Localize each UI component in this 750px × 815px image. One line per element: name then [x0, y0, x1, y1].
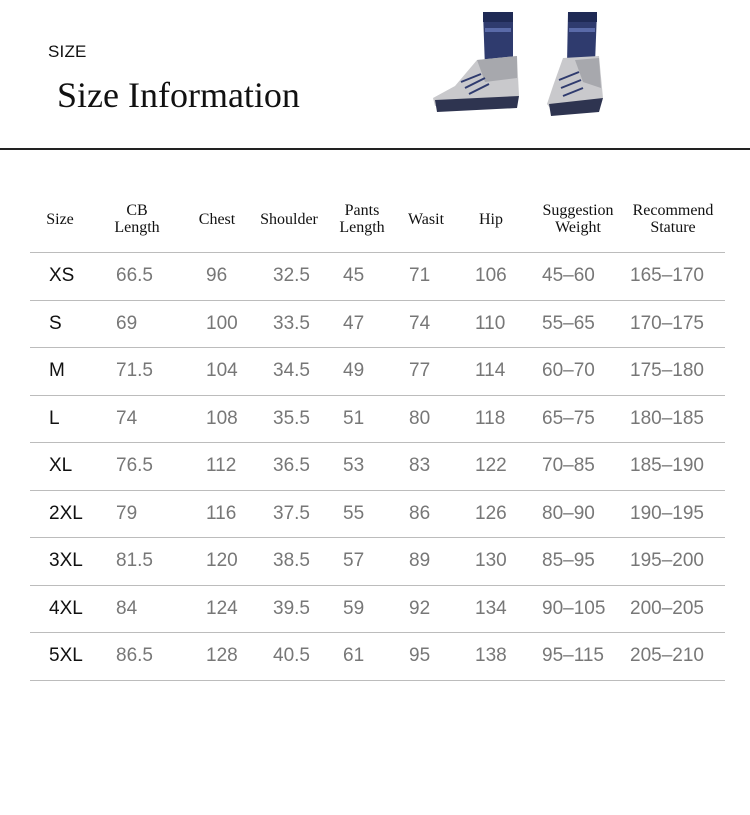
value-cell: 92 [409, 597, 431, 619]
value-cell: 170–175 [630, 312, 704, 334]
column-header-line1: Chest [198, 211, 236, 228]
value-cell: 126 [475, 502, 507, 524]
size-cell: 3XL [49, 550, 83, 571]
table-row [30, 443, 725, 491]
value-cell: 79 [116, 502, 138, 524]
value-cell: 71 [409, 265, 431, 286]
value-cell: 71.5 [116, 360, 153, 381]
value-cell: 77 [409, 360, 431, 381]
value-cell: 112 [206, 455, 237, 476]
table-row [30, 586, 725, 634]
value-cell: 96 [206, 265, 228, 286]
size-cell: L [49, 407, 60, 429]
column-header-line1: Pants [344, 202, 380, 219]
column-header [623, 202, 723, 236]
size-cell: S [49, 312, 62, 334]
value-cell: 118 [475, 407, 506, 429]
value-cell: 47 [343, 312, 365, 334]
column-header-line1: Suggestion [542, 202, 614, 219]
size-cell: M [49, 360, 65, 381]
value-cell: 55 [343, 502, 365, 524]
value-cell: 49 [343, 360, 365, 381]
value-cell: 76.5 [116, 455, 153, 476]
column-header [528, 202, 628, 236]
value-cell: 40.5 [273, 645, 310, 666]
table-row [30, 348, 725, 396]
value-cell: 134 [475, 597, 507, 619]
value-cell: 37.5 [273, 502, 310, 524]
value-cell: 89 [409, 550, 431, 571]
value-cell: 122 [475, 455, 507, 476]
value-cell: 32.5 [273, 265, 310, 286]
value-cell: 130 [475, 550, 507, 571]
table-row [30, 633, 725, 681]
value-cell: 57 [343, 550, 365, 571]
value-cell: 100 [206, 312, 238, 334]
value-cell: 33.5 [273, 312, 310, 334]
value-cell: 74 [409, 312, 431, 334]
size-cell: 4XL [49, 597, 83, 619]
value-cell: 165–170 [630, 265, 704, 286]
value-cell: 80–90 [542, 502, 595, 524]
value-cell: 124 [206, 597, 238, 619]
size-cell: 2XL [49, 502, 83, 524]
column-header-line1: Recommend [632, 202, 714, 219]
value-cell: 39.5 [273, 597, 310, 619]
value-cell: 120 [206, 550, 238, 571]
table-row [30, 301, 725, 349]
value-cell: 74 [116, 407, 138, 429]
value-cell: 66.5 [116, 265, 153, 286]
table-row [30, 491, 725, 539]
value-cell: 200–205 [630, 597, 704, 619]
value-cell: 45–60 [542, 265, 595, 286]
value-cell: 190–195 [630, 502, 704, 524]
value-cell: 85–95 [542, 550, 595, 571]
value-cell: 59 [343, 597, 365, 619]
page-title: Size Information [57, 75, 300, 115]
value-cell: 81.5 [116, 550, 153, 571]
value-cell: 65–75 [542, 407, 595, 429]
value-cell: 95 [409, 645, 431, 666]
column-header-line2: Length [339, 219, 385, 236]
table-row [30, 538, 725, 586]
size-cell: XL [49, 455, 73, 476]
value-cell: 116 [206, 502, 237, 524]
value-cell: 55–65 [542, 312, 595, 334]
value-cell: 53 [343, 455, 365, 476]
column-header-line1: CB [126, 202, 148, 219]
value-cell: 104 [206, 360, 238, 381]
value-cell: 45 [343, 265, 365, 286]
value-cell: 83 [409, 455, 431, 476]
value-cell: 36.5 [273, 455, 310, 476]
value-cell: 205–210 [630, 645, 704, 666]
value-cell: 60–70 [542, 360, 595, 381]
column-header-line1: Wasit [407, 211, 445, 228]
column-header-line2: Weight [555, 219, 601, 236]
value-cell: 185–190 [630, 455, 704, 476]
value-cell: 70–85 [542, 455, 595, 476]
value-cell: 175–180 [630, 360, 704, 381]
value-cell: 138 [475, 645, 507, 666]
size-cell: 5XL [49, 645, 83, 666]
table-row [30, 253, 725, 301]
value-cell: 114 [475, 360, 506, 381]
value-cell: 51 [343, 407, 365, 429]
column-header-line1: Size [46, 211, 74, 228]
column-header-line2: Length [114, 219, 160, 236]
value-cell: 86 [409, 502, 431, 524]
value-cell: 38.5 [273, 550, 310, 571]
value-cell: 106 [475, 265, 507, 286]
value-cell: 180–185 [630, 407, 704, 429]
value-cell: 108 [206, 407, 238, 429]
size-label: SIZE [48, 42, 87, 61]
value-cell: 195–200 [630, 550, 704, 571]
column-header [441, 211, 541, 228]
header-divider [0, 148, 750, 150]
column-header-line1: Hip [479, 211, 503, 228]
value-cell: 110 [475, 312, 506, 334]
value-cell: 61 [343, 645, 365, 666]
column-header-line2: Stature [650, 219, 696, 236]
socks-with-sneakers-icon [425, 8, 610, 118]
table-row [30, 396, 725, 444]
value-cell: 90–105 [542, 597, 606, 619]
size-table-body [30, 253, 725, 681]
value-cell: 34.5 [273, 360, 310, 381]
value-cell: 84 [116, 597, 138, 619]
value-cell: 35.5 [273, 407, 310, 429]
value-cell: 128 [206, 645, 238, 666]
column-header-line1: Shoulder [260, 211, 318, 228]
value-cell: 80 [409, 407, 431, 429]
value-cell: 95–115 [542, 645, 604, 666]
size-cell: XS [49, 265, 75, 286]
value-cell: 86.5 [116, 645, 153, 666]
value-cell: 69 [116, 312, 138, 334]
